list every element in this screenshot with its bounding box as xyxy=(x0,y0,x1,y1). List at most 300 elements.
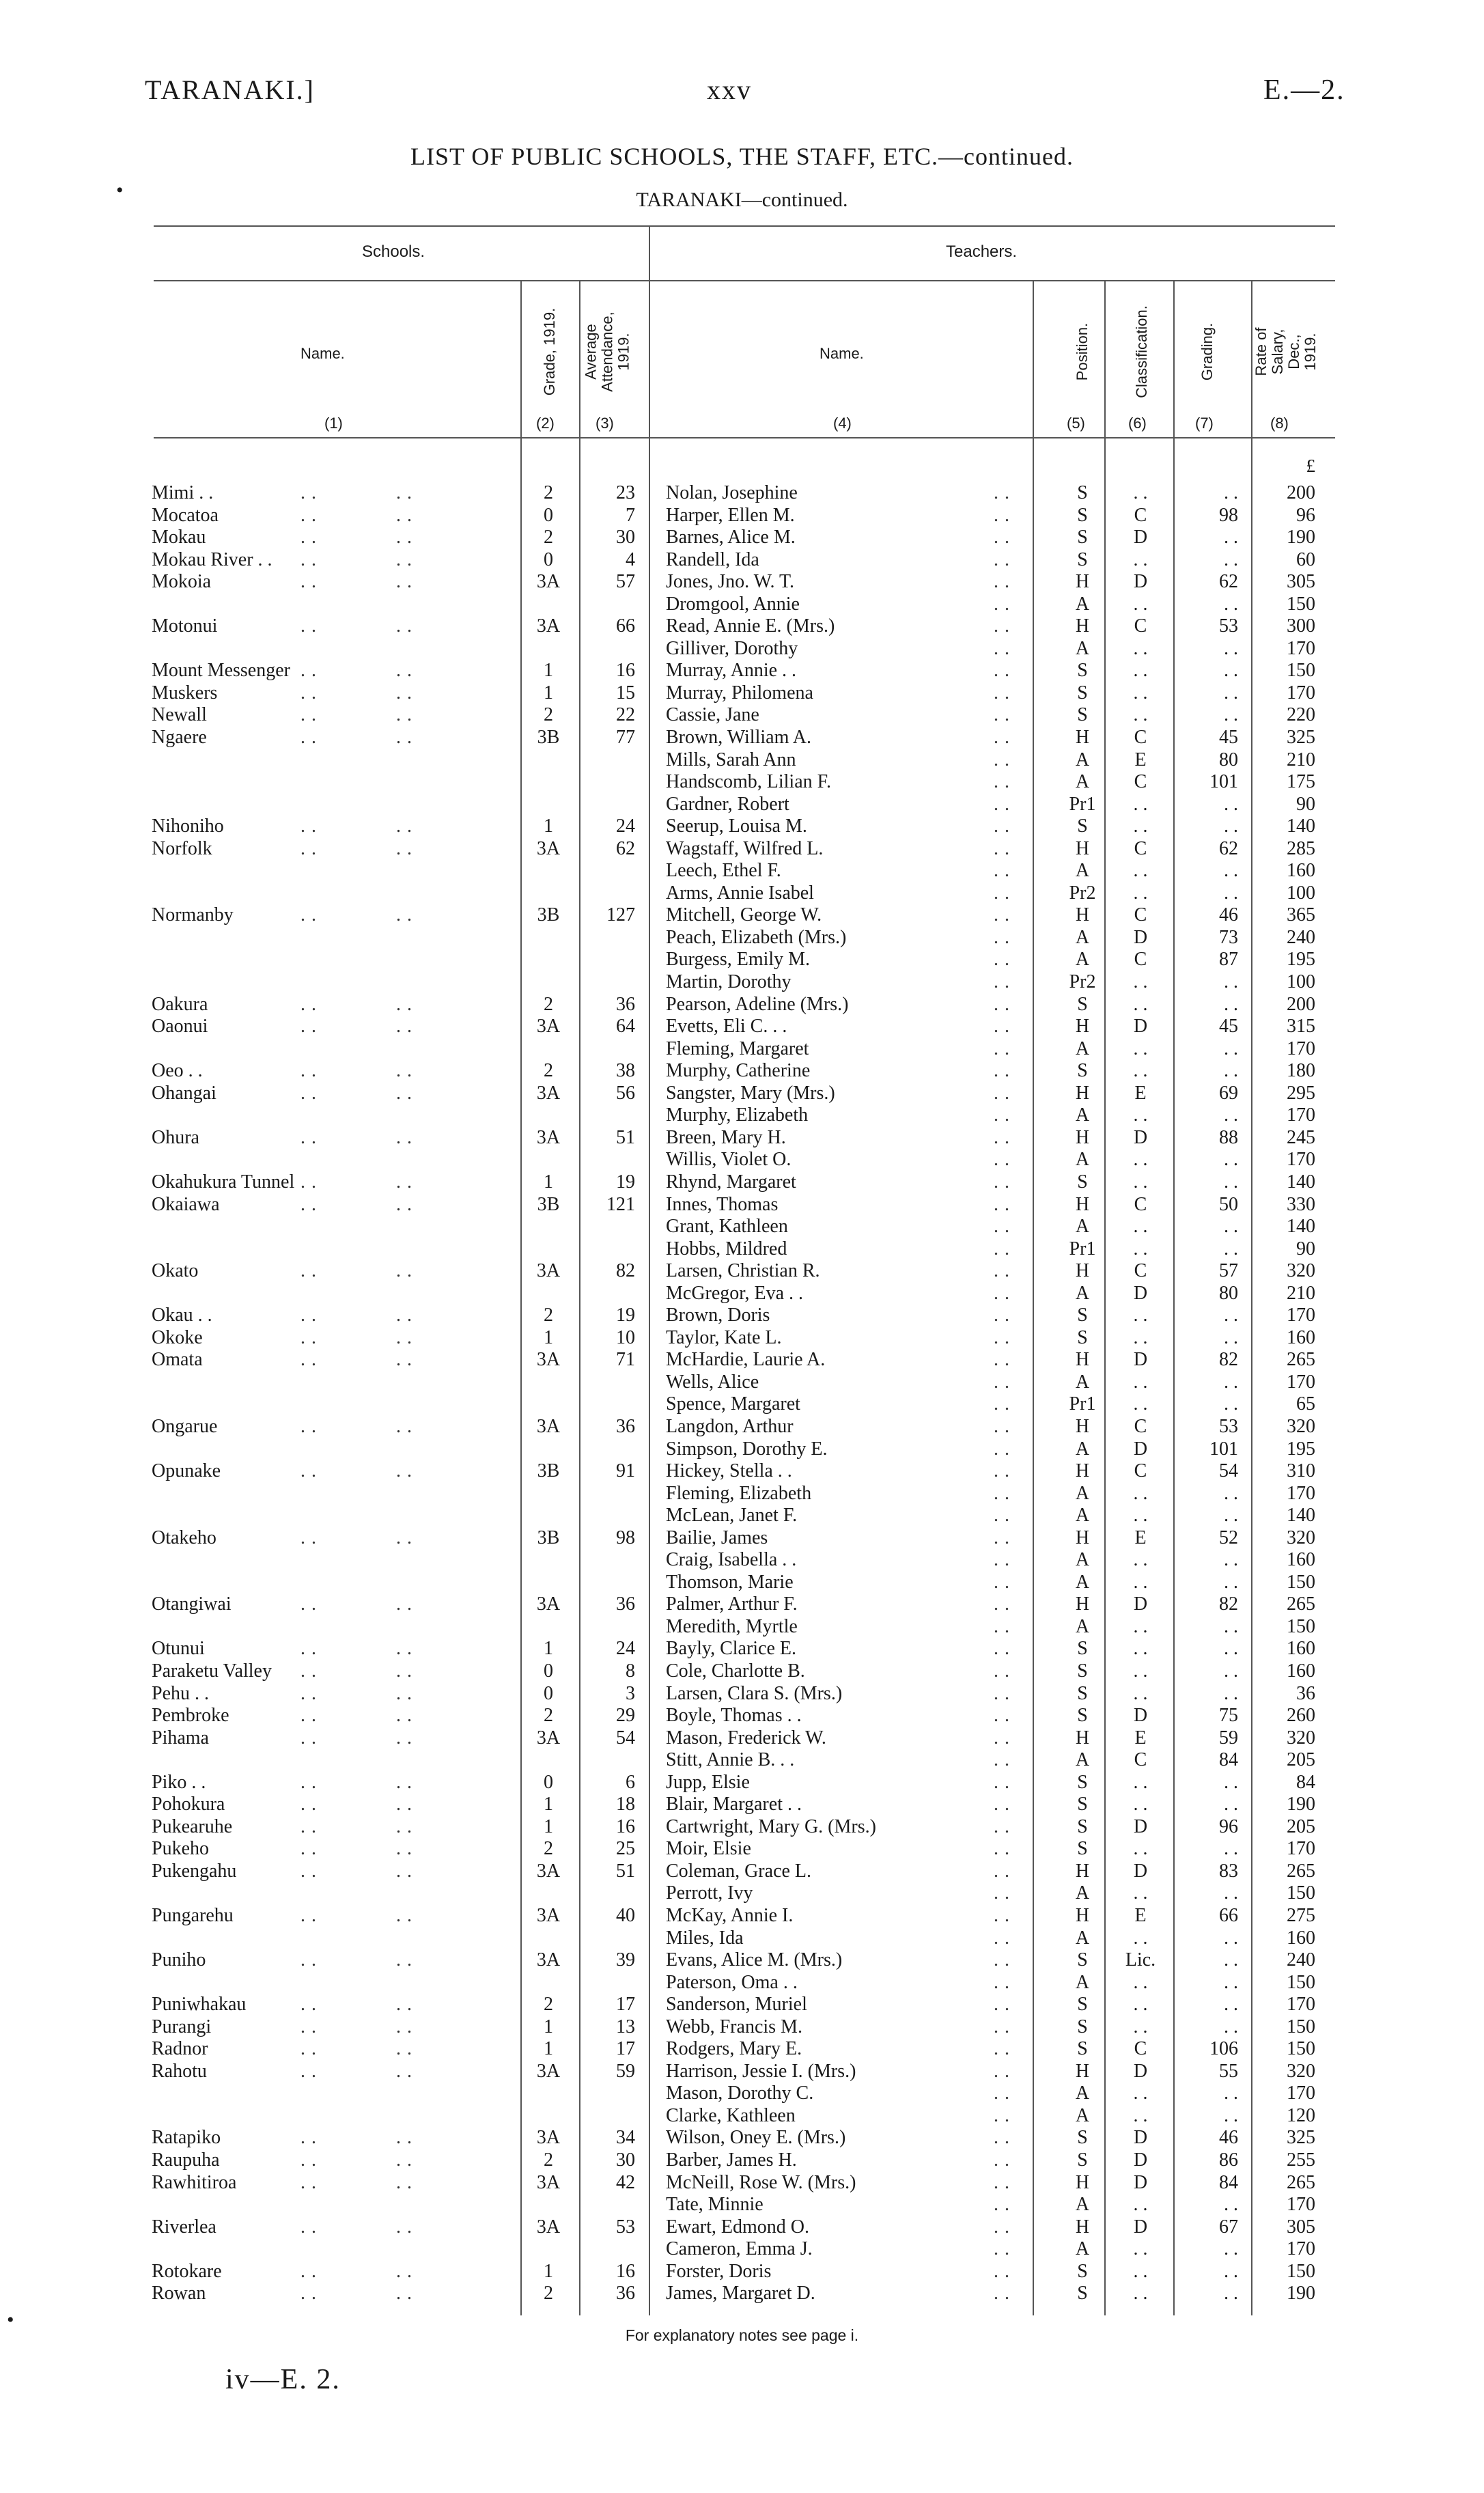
leader-dots: . . xyxy=(300,1349,317,1371)
grade-cell: 3A xyxy=(536,615,561,637)
salary-cell: 150 xyxy=(1287,2016,1315,2037)
salary-cell: 96 xyxy=(1296,504,1315,526)
attendance-cell: 51 xyxy=(616,1860,635,1882)
grading-cell: 82 xyxy=(1219,1593,1238,1615)
position-cell: H xyxy=(1075,1905,1090,1926)
leader-dots: . . xyxy=(396,1860,412,1882)
col-number-2: (2) xyxy=(536,415,555,432)
school-name: Newall xyxy=(152,704,207,726)
leader-dots: . . xyxy=(300,1705,317,1727)
grade-cell: 1 xyxy=(544,1794,553,1815)
teacher-name: Barnes, Alice M. xyxy=(666,527,796,548)
school-name: Okau . . xyxy=(152,1305,212,1326)
leader-dots: . . xyxy=(300,1727,317,1749)
grade-cell: 1 xyxy=(544,1815,553,1837)
attendance-cell: 36 xyxy=(616,1415,635,1437)
salary-cell: 170 xyxy=(1287,637,1315,659)
classification-cell: E xyxy=(1134,1727,1147,1749)
salary-cell: 170 xyxy=(1287,1482,1315,1504)
leader-dots: . . xyxy=(994,1216,1010,1238)
leader-dots: . . xyxy=(300,2216,317,2238)
leader-dots: . . xyxy=(300,2127,317,2149)
grade-cell: 2 xyxy=(544,2149,553,2171)
position-cell: A xyxy=(1075,2104,1090,2126)
leader-dots: . . xyxy=(300,1260,317,1282)
leader-dots: . . xyxy=(994,1727,1010,1749)
school-name: Normanby xyxy=(152,904,234,926)
attendance-cell: 121 xyxy=(606,1193,635,1215)
attendance-cell: 71 xyxy=(616,1349,635,1371)
table-row xyxy=(0,1794,1484,1816)
position-cell: S xyxy=(1077,1305,1088,1326)
grade-cell: 2 xyxy=(544,1060,553,1082)
teacher-name: Cole, Charlotte B. xyxy=(666,1660,805,1682)
classification-cell: . . xyxy=(1133,1571,1148,1593)
attendance-cell: 16 xyxy=(616,1815,635,1837)
classification-cell: D xyxy=(1133,926,1148,948)
school-name: Raupuha xyxy=(152,2149,220,2171)
classification-cell: . . xyxy=(1133,1927,1148,1949)
leader-dots: . . xyxy=(300,1660,317,1682)
leader-dots: . . xyxy=(994,993,1010,1015)
teacher-name: Wilson, Oney E. (Mrs.) xyxy=(666,2127,846,2149)
grade-cell: 3A xyxy=(536,1126,561,1148)
classification-cell: . . xyxy=(1133,2016,1148,2037)
leader-dots: . . xyxy=(396,660,412,682)
classification-cell: . . xyxy=(1133,1794,1148,1815)
salary-cell: 190 xyxy=(1287,2283,1315,2304)
teacher-name: Randell, Ida xyxy=(666,548,759,570)
grading-cell: 88 xyxy=(1219,1126,1238,1148)
teacher-name: Stitt, Annie B. . . xyxy=(666,1749,795,1771)
leader-dots: . . xyxy=(300,1682,317,1704)
attendance-cell: 66 xyxy=(616,615,635,637)
leader-dots: . . xyxy=(396,1527,412,1548)
table-row xyxy=(0,2216,1484,2239)
table-row xyxy=(0,527,1484,549)
attendance-cell: 34 xyxy=(616,2127,635,2149)
grading-cell: . . xyxy=(1224,2194,1238,2216)
teacher-name: Cameron, Emma J. xyxy=(666,2238,813,2260)
leader-dots: . . xyxy=(300,1794,317,1815)
teacher-name: Seerup, Louisa M. xyxy=(666,816,807,837)
classification-cell: C xyxy=(1134,2038,1147,2060)
grade-cell: 0 xyxy=(544,504,553,526)
running-header-right: E.—2. xyxy=(1263,74,1345,106)
leader-dots: . . xyxy=(396,548,412,570)
attendance-cell: 6 xyxy=(626,1771,635,1793)
grade-cell: 3A xyxy=(536,2060,561,2082)
salary-cell: 65 xyxy=(1296,1393,1315,1415)
footer-note: For explanatory notes see page i. xyxy=(625,2326,859,2344)
classification-cell: D xyxy=(1133,1438,1148,1460)
leader-dots: . . xyxy=(300,1905,317,1926)
grade-cell: 3A xyxy=(536,1860,561,1882)
col-header-classification: Classification. xyxy=(1133,305,1150,398)
leader-dots: . . xyxy=(994,1193,1010,1215)
table-row xyxy=(0,1505,1484,1527)
salary-cell: 265 xyxy=(1287,2171,1315,2193)
position-cell: S xyxy=(1077,2283,1088,2304)
leader-dots: . . xyxy=(300,704,317,726)
teacher-name: Murray, Annie . . xyxy=(666,660,797,682)
salary-cell: 170 xyxy=(1287,1371,1315,1393)
leader-dots: . . xyxy=(994,1282,1010,1304)
position-cell: S xyxy=(1077,527,1088,548)
leader-dots: . . xyxy=(300,571,317,593)
salary-cell: 170 xyxy=(1287,1305,1315,1326)
table-row xyxy=(0,482,1484,505)
school-name: Ngaere xyxy=(152,727,207,749)
salary-cell: 240 xyxy=(1287,926,1315,948)
salary-cell: 320 xyxy=(1287,2060,1315,2082)
salary-cell: 200 xyxy=(1287,993,1315,1015)
attendance-cell: 16 xyxy=(616,2260,635,2282)
leader-dots: . . xyxy=(994,637,1010,659)
grading-cell: 45 xyxy=(1219,727,1238,749)
leader-dots: . . xyxy=(300,727,317,749)
leader-dots: . . xyxy=(300,482,317,503)
table-row xyxy=(0,2083,1484,2105)
position-cell: A xyxy=(1075,1549,1090,1571)
classification-cell: D xyxy=(1133,1016,1148,1037)
attendance-cell: 64 xyxy=(616,1016,635,1037)
teacher-name: Murphy, Elizabeth xyxy=(666,1104,809,1126)
grade-cell: 0 xyxy=(544,1771,553,1793)
table-row xyxy=(0,1705,1484,1727)
teacher-name: Evetts, Eli C. . . xyxy=(666,1016,787,1037)
classification-cell: . . xyxy=(1133,2104,1148,2126)
teacher-name: Jones, Jno. W. T. xyxy=(666,571,794,593)
school-name: Omata xyxy=(152,1349,203,1371)
table-row xyxy=(0,2105,1484,2128)
leader-dots: . . xyxy=(396,993,412,1015)
grading-cell: . . xyxy=(1224,1149,1238,1171)
grade-cell: 1 xyxy=(544,682,553,704)
teacher-name: Mason, Dorothy C. xyxy=(666,2083,814,2104)
table-row xyxy=(0,2172,1484,2195)
position-cell: S xyxy=(1077,1060,1088,1082)
table-row xyxy=(0,1616,1484,1639)
teacher-name: Sanderson, Muriel xyxy=(666,1994,807,2016)
position-cell: H xyxy=(1075,904,1090,926)
leader-dots: . . xyxy=(300,1638,317,1660)
grading-cell: . . xyxy=(1224,882,1238,904)
leader-dots: . . xyxy=(396,615,412,637)
classification-cell: C xyxy=(1134,904,1147,926)
leader-dots: . . xyxy=(396,1260,412,1282)
position-cell: S xyxy=(1077,1794,1088,1815)
classification-cell: . . xyxy=(1133,593,1148,615)
attendance-cell: 36 xyxy=(616,1593,635,1615)
salary-cell: 220 xyxy=(1287,704,1315,726)
leader-dots: . . xyxy=(396,1126,412,1148)
table-row xyxy=(0,1727,1484,1750)
attendance-cell: 62 xyxy=(616,837,635,859)
school-name: Rowan xyxy=(152,2283,206,2304)
classification-cell: . . xyxy=(1133,1371,1148,1393)
classification-cell: C xyxy=(1134,1415,1147,1437)
salary-cell: 170 xyxy=(1287,1994,1315,2016)
position-cell: S xyxy=(1077,2127,1088,2149)
leader-dots: . . xyxy=(396,1082,412,1104)
classification-cell: D xyxy=(1133,527,1148,548)
leader-dots: . . xyxy=(300,2060,317,2082)
position-cell: A xyxy=(1075,1216,1090,1238)
position-cell: S xyxy=(1077,1638,1088,1660)
teacher-name: Craig, Isabella . . xyxy=(666,1549,797,1571)
leader-dots: . . xyxy=(994,971,1010,993)
leader-dots: . . xyxy=(994,1238,1010,1259)
leader-dots: . . xyxy=(994,1482,1010,1504)
position-cell: S xyxy=(1077,1171,1088,1193)
leader-dots: . . xyxy=(300,1060,317,1082)
position-cell: S xyxy=(1077,2038,1088,2060)
school-name: Otangiwai xyxy=(152,1593,232,1615)
salary-cell: 170 xyxy=(1287,2083,1315,2104)
salary-cell: 275 xyxy=(1287,1905,1315,1926)
leader-dots: . . xyxy=(396,1949,412,1971)
grading-cell: . . xyxy=(1224,1549,1238,1571)
salary-cell: 300 xyxy=(1287,615,1315,637)
attendance-cell: 17 xyxy=(616,1994,635,2016)
teacher-name: Paterson, Oma . . xyxy=(666,1971,798,1993)
position-cell: A xyxy=(1075,771,1090,793)
teacher-name: Harrison, Jessie I. (Mrs.) xyxy=(666,2060,856,2082)
leader-dots: . . xyxy=(300,2016,317,2037)
leader-dots: . . xyxy=(994,1371,1010,1393)
grading-cell: . . xyxy=(1224,1682,1238,1704)
classification-cell: . . xyxy=(1133,1037,1148,1059)
col-number-7: (7) xyxy=(1195,415,1214,432)
classification-cell: . . xyxy=(1133,1682,1148,1704)
leader-dots: . . xyxy=(994,1460,1010,1482)
classification-cell: . . xyxy=(1133,637,1148,659)
teacher-name: Dromgool, Annie xyxy=(666,593,800,615)
table-row xyxy=(0,1260,1484,1283)
teacher-name: Miles, Ida xyxy=(666,1927,744,1949)
grading-cell: . . xyxy=(1224,1994,1238,2016)
leader-dots: . . xyxy=(994,926,1010,948)
grading-cell: . . xyxy=(1224,2238,1238,2260)
position-cell: S xyxy=(1077,2016,1088,2037)
leader-dots: . . xyxy=(994,1860,1010,1882)
grading-cell: . . xyxy=(1224,2016,1238,2037)
leader-dots: . . xyxy=(994,1149,1010,1171)
leader-dots: . . xyxy=(396,2016,412,2037)
leader-dots: . . xyxy=(396,571,412,593)
salary-cell: 160 xyxy=(1287,1927,1315,1949)
attendance-cell: 42 xyxy=(616,2171,635,2193)
classification-cell: . . xyxy=(1133,1060,1148,1082)
salary-cell: 90 xyxy=(1296,1238,1315,1259)
attendance-cell: 38 xyxy=(616,1060,635,1082)
grade-cell: 3A xyxy=(536,1415,561,1437)
salary-cell: 170 xyxy=(1287,1149,1315,1171)
grade-cell: 2 xyxy=(544,527,553,548)
position-cell: A xyxy=(1075,1571,1090,1593)
classification-cell: . . xyxy=(1133,1326,1148,1348)
table-row xyxy=(0,1927,1484,1950)
classification-cell: . . xyxy=(1133,1149,1148,1171)
salary-cell: 320 xyxy=(1287,1260,1315,1282)
grading-cell: 101 xyxy=(1209,771,1238,793)
position-cell: A xyxy=(1075,949,1090,971)
school-name: Pukengahu xyxy=(152,1860,237,1882)
leader-dots: . . xyxy=(300,1126,317,1148)
table-row xyxy=(0,949,1484,971)
position-cell: S xyxy=(1077,816,1088,837)
leader-dots: . . xyxy=(994,1549,1010,1571)
salary-cell: 150 xyxy=(1287,2260,1315,2282)
teacher-name: Perrott, Ivy xyxy=(666,1882,753,1904)
leader-dots: . . xyxy=(396,1171,412,1193)
classification-cell: Lic. xyxy=(1125,1949,1156,1971)
grade-cell: 1 xyxy=(544,2038,553,2060)
position-cell: S xyxy=(1077,993,1088,1015)
salary-cell: 120 xyxy=(1287,2104,1315,2126)
grading-cell: . . xyxy=(1224,1371,1238,1393)
position-cell: H xyxy=(1075,2171,1090,2193)
grading-cell: . . xyxy=(1224,1505,1238,1527)
salary-cell: 195 xyxy=(1287,949,1315,971)
grade-cell: 0 xyxy=(544,548,553,570)
grade-cell: 2 xyxy=(544,704,553,726)
grading-cell: . . xyxy=(1224,1638,1238,1660)
school-name: Norfolk xyxy=(152,837,212,859)
leader-dots: . . xyxy=(396,1593,412,1615)
page-subtitle: TARANAKI—continued. xyxy=(636,189,848,211)
grade-cell: 1 xyxy=(544,1326,553,1348)
classification-cell: C xyxy=(1134,1460,1147,1482)
grading-cell: 80 xyxy=(1219,1282,1238,1304)
grading-cell: 57 xyxy=(1219,1260,1238,1282)
position-cell: A xyxy=(1075,1149,1090,1171)
teacher-name: Handscomb, Lilian F. xyxy=(666,771,831,793)
teacher-name: Gardner, Robert xyxy=(666,793,789,815)
col-number-8: (8) xyxy=(1270,415,1289,432)
position-cell: A xyxy=(1075,1104,1090,1126)
leader-dots: . . xyxy=(994,771,1010,793)
margin-dot: • xyxy=(116,179,124,201)
school-name: Paraketu Valley xyxy=(152,1660,272,1682)
grading-cell: . . xyxy=(1224,527,1238,548)
position-cell: H xyxy=(1075,1460,1090,1482)
grade-cell: 2 xyxy=(544,993,553,1015)
table-row xyxy=(0,794,1484,816)
leader-dots: . . xyxy=(396,1682,412,1704)
grading-cell: 53 xyxy=(1219,615,1238,637)
classification-cell: . . xyxy=(1133,1615,1148,1637)
table-row xyxy=(0,1816,1484,1839)
position-cell: S xyxy=(1077,1994,1088,2016)
header-rule-groups xyxy=(154,280,1335,281)
salary-cell: 320 xyxy=(1287,1415,1315,1437)
leader-dots: . . xyxy=(396,727,412,749)
classification-cell: D xyxy=(1133,2149,1148,2171)
salary-cell: 150 xyxy=(1287,1571,1315,1593)
classification-cell: . . xyxy=(1133,2260,1148,2282)
salary-cell: 325 xyxy=(1287,727,1315,749)
leader-dots: . . xyxy=(994,1527,1010,1548)
grading-cell: 82 xyxy=(1219,1349,1238,1371)
attendance-cell: 127 xyxy=(606,904,635,926)
classification-cell: . . xyxy=(1133,482,1148,503)
leader-dots: . . xyxy=(396,1905,412,1926)
salary-cell: 170 xyxy=(1287,1104,1315,1126)
classification-cell: . . xyxy=(1133,1238,1148,1259)
teacher-name: Taylor, Kate L. xyxy=(666,1326,782,1348)
leader-dots: . . xyxy=(994,793,1010,815)
attendance-cell: 19 xyxy=(616,1171,635,1193)
school-name: Piko . . xyxy=(152,1771,206,1793)
grading-cell: . . xyxy=(1224,1571,1238,1593)
grading-cell: 84 xyxy=(1219,2171,1238,2193)
leader-dots: . . xyxy=(396,1815,412,1837)
grade-cell: 1 xyxy=(544,2260,553,2282)
leader-dots: . . xyxy=(994,2171,1010,2193)
leader-dots: . . xyxy=(396,2283,412,2304)
school-name: Pembroke xyxy=(152,1705,229,1727)
table-row xyxy=(0,1171,1484,1194)
salary-cell: 160 xyxy=(1287,1638,1315,1660)
table-row xyxy=(0,615,1484,638)
grading-cell: 50 xyxy=(1219,1193,1238,1215)
leader-dots: . . xyxy=(300,1305,317,1326)
position-cell: S xyxy=(1077,1660,1088,1682)
position-cell: A xyxy=(1075,1927,1090,1949)
position-cell: H xyxy=(1075,2060,1090,2082)
table-row xyxy=(0,1327,1484,1350)
table-row xyxy=(0,2061,1484,2083)
position-cell: H xyxy=(1075,2216,1090,2238)
grading-cell: . . xyxy=(1224,1949,1238,1971)
grading-cell: 101 xyxy=(1209,1438,1238,1460)
salary-cell: 140 xyxy=(1287,1505,1315,1527)
classification-cell: C xyxy=(1134,771,1147,793)
table-row xyxy=(0,882,1484,905)
header-rule-top xyxy=(154,225,1335,227)
attendance-cell: 22 xyxy=(616,704,635,726)
leader-dots: . . xyxy=(300,1326,317,1348)
table-row xyxy=(0,771,1484,794)
salary-cell: 100 xyxy=(1287,971,1315,993)
grading-cell: . . xyxy=(1224,1794,1238,1815)
grade-cell: 3A xyxy=(536,1016,561,1037)
leader-dots: . . xyxy=(994,2038,1010,2060)
teacher-name: Simpson, Dorothy E. xyxy=(666,1438,828,1460)
position-cell: S xyxy=(1077,1838,1088,1860)
currency-symbol: £ xyxy=(1306,456,1315,476)
grading-cell: 67 xyxy=(1219,2216,1238,2238)
leader-dots: . . xyxy=(396,682,412,704)
position-cell: H xyxy=(1075,571,1090,593)
position-cell: H xyxy=(1075,1016,1090,1037)
position-cell: Pr2 xyxy=(1069,971,1096,993)
school-name: Ratapiko xyxy=(152,2127,221,2149)
classification-cell: E xyxy=(1134,1905,1147,1926)
teacher-name: Spence, Margaret xyxy=(666,1393,800,1415)
teacher-name: Wagstaff, Wilfred L. xyxy=(666,837,824,859)
leader-dots: . . xyxy=(994,1660,1010,1682)
table-row xyxy=(0,1016,1484,1038)
table-row xyxy=(0,704,1484,727)
leader-dots: . . xyxy=(994,2149,1010,2171)
grading-cell: . . xyxy=(1224,1326,1238,1348)
position-cell: H xyxy=(1075,1727,1090,1749)
teacher-name: Burgess, Emily M. xyxy=(666,949,811,971)
grading-cell: 66 xyxy=(1219,1905,1238,1926)
